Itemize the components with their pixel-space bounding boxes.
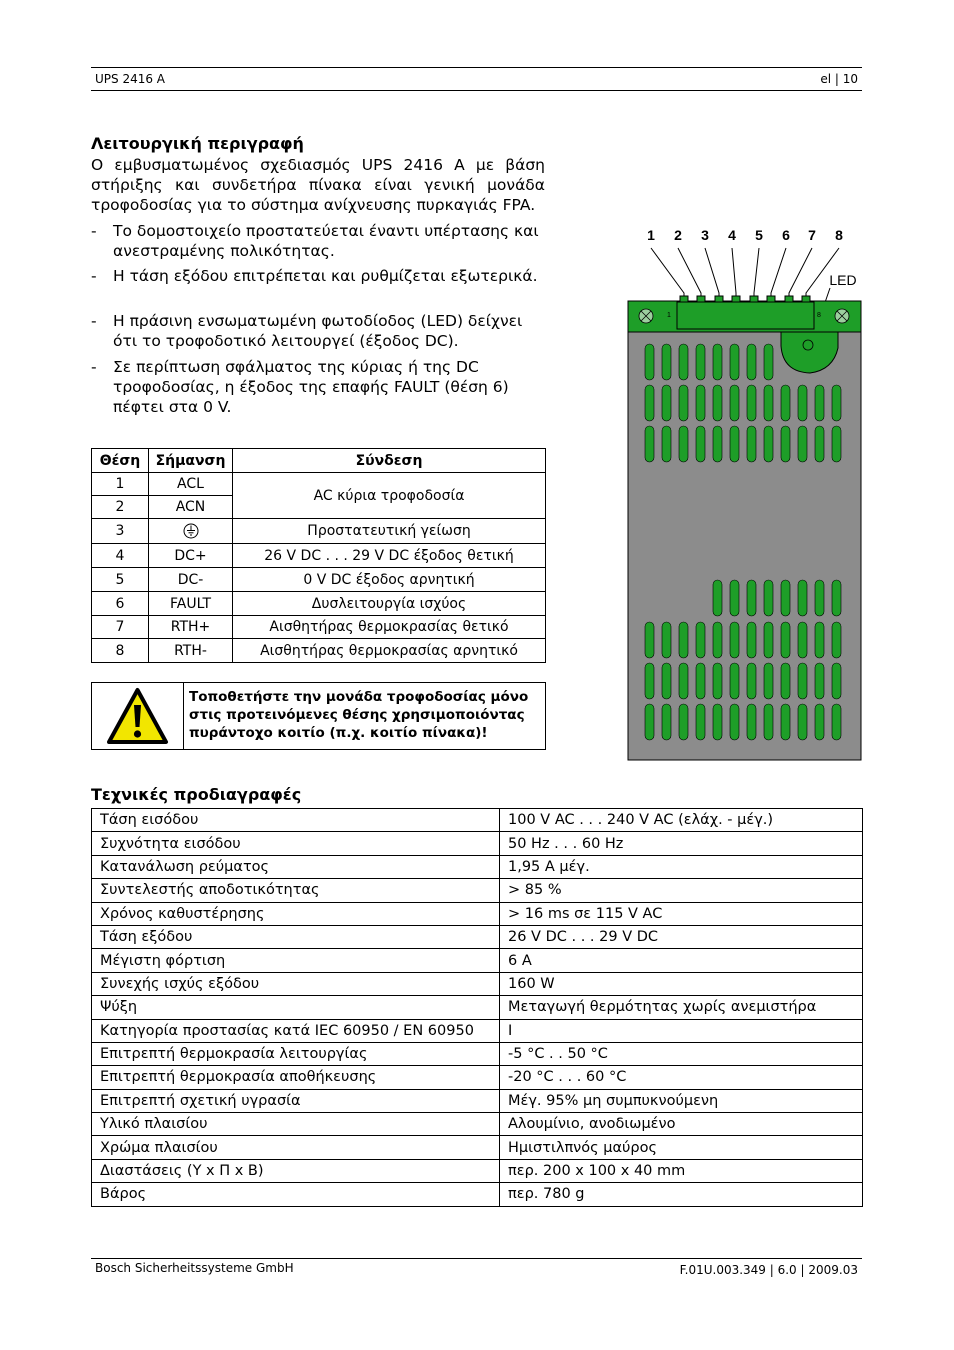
pin-pos: 8 [92, 639, 149, 663]
vent-slot [764, 580, 773, 616]
vent-slot [832, 426, 841, 462]
footer-doc-ref: F.01U.003.349 | 6.0 | 2009.03 [679, 1263, 858, 1277]
table-row [92, 1066, 863, 1089]
spec-key: Υλικό πλαισίου [92, 1113, 500, 1136]
vent-slot [781, 622, 790, 658]
vent-slot [645, 426, 654, 462]
pin-table-header: Σήμανση [149, 449, 233, 473]
table-row [92, 639, 546, 663]
vent-slot [815, 426, 824, 462]
spec-key: Κατανάλωση ρεύματος [92, 855, 500, 878]
spec-value: > 85 % [500, 879, 863, 902]
bullet-dash: - [91, 358, 97, 376]
spec-value: 1,95 A μέγ. [500, 855, 863, 878]
spec-key: Διαστάσεις (Υ x Π x Β) [92, 1159, 500, 1182]
footer-company: Bosch Sicherheitssysteme GmbH [95, 1261, 294, 1275]
pin-label: RTH- [149, 639, 233, 663]
terminal-label: 1 [667, 312, 671, 319]
pin-table-header: Θέση [92, 449, 149, 473]
vent-slot [713, 663, 722, 699]
diagram-pin-number: 3 [701, 227, 709, 243]
vent-slot [713, 704, 722, 740]
pin-label: DC- [149, 568, 233, 592]
table-row [92, 1042, 863, 1065]
vent-slot [679, 426, 688, 462]
spec-key: Χρόνος καθυστέρησης [92, 902, 500, 925]
table-row [92, 809, 863, 832]
vent-slot [798, 385, 807, 421]
pin-label: RTH+ [149, 616, 233, 639]
vent-slot [832, 704, 841, 740]
spec-value: > 16 ms σε 115 V AC [500, 902, 863, 925]
vent-slot [832, 622, 841, 658]
pin-label: ACL [149, 473, 233, 496]
vent-slot [662, 426, 671, 462]
vent-slot [781, 704, 790, 740]
vent-slot [747, 426, 756, 462]
vent-slot [730, 385, 739, 421]
vent-slot [645, 344, 654, 380]
vent-slot [815, 385, 824, 421]
vent-slot [764, 663, 773, 699]
vent-slot [713, 580, 722, 616]
spec-key: Τάση εξόδου [92, 925, 500, 948]
intro-paragraph: Ο εμβυσματωμένος σχεδιασμός UPS 2416 A με βάση στήριξης και συνδετήρα πίνακα είναι γενική μονάδα τροφοδοσίας για το σύστημα ανίχνευσης πυρκαγιάς FPA. [91, 156, 545, 214]
bullet-item [91, 221, 551, 261]
vent-slot [747, 704, 756, 740]
vent-slot [747, 580, 756, 616]
spec-key: Συχνότητα εισόδου [92, 832, 500, 855]
pin-pos: 7 [92, 616, 149, 639]
pin-pos: 4 [92, 544, 149, 568]
spec-value: Αλουμίνιο, ανοδιωμένο [500, 1113, 863, 1136]
spec-value: 50 Hz . . . 60 Hz [500, 832, 863, 855]
vent-slot [662, 344, 671, 380]
vent-slot [696, 344, 705, 380]
pin-pos: 3 [92, 519, 149, 544]
spec-key: Βάρος [92, 1183, 500, 1206]
spec-value: Μέγ. 95% μη συμπυκνούμενη [500, 1089, 863, 1112]
vent-slot [696, 704, 705, 740]
warning-icon-cell [92, 683, 184, 749]
vent-slot [662, 704, 671, 740]
spec-value: -20 °C . . . 60 °C [500, 1066, 863, 1089]
vent-slot [747, 344, 756, 380]
pin-connection: Προστατευτική γείωση [233, 519, 546, 544]
vent-slot [730, 426, 739, 462]
vent-slot [781, 580, 790, 616]
bullet-item [91, 311, 551, 351]
vent-slot [764, 385, 773, 421]
diagram-pin-number: 2 [674, 227, 682, 243]
table-row [92, 616, 546, 639]
vent-slot [662, 663, 671, 699]
table-row [92, 473, 546, 496]
vent-slot [798, 580, 807, 616]
header-page-number: el | 10 [820, 72, 858, 86]
pin-pos: 5 [92, 568, 149, 592]
warning-text: Τοποθετήστε την μονάδα τροφοδοσίας μόνο στις προτεινόμενες θέσης χρησιμοποιόντας πυράντοχο κοιτίο (π.χ. κοιτίο πίνακα)! [189, 689, 529, 741]
pin-connection: Αισθητήρας θερμοκρασίας θετικό [233, 616, 546, 639]
spec-key: Ψύξη [92, 996, 500, 1019]
spec-key: Τάση εισόδου [92, 809, 500, 832]
vent-slot [764, 344, 773, 380]
vent-slot [730, 580, 739, 616]
spec-value: 26 V DC . . . 29 V DC [500, 925, 863, 948]
table-row [92, 879, 863, 902]
vent-slot [679, 385, 688, 421]
table-row [92, 855, 863, 878]
ups-device-diagram [620, 220, 870, 765]
table-row [92, 1113, 863, 1136]
vent-slot [798, 622, 807, 658]
pin-label: FAULT [149, 592, 233, 616]
section-title-description: Λειτουργική περιγραφή [91, 134, 304, 153]
vent-slot [815, 622, 824, 658]
table-row [92, 568, 546, 592]
diagram-pin-number: 5 [755, 227, 763, 243]
vent-slot [747, 622, 756, 658]
spec-value: Μεταγωγή θερμότητας χωρίς ανεμιστήρα [500, 996, 863, 1019]
table-row [92, 544, 546, 568]
spec-value: περ. 780 g [500, 1183, 863, 1206]
header-bottom-rule [91, 90, 862, 91]
diagram-pin-number: 6 [782, 227, 790, 243]
table-row [92, 1136, 863, 1159]
vent-slot [764, 704, 773, 740]
bullet-text: Η τάση εξόδου επιτρέπεται και ρυθμίζεται εξωτερικά. [113, 267, 538, 285]
vent-slot [679, 704, 688, 740]
vent-slot [713, 385, 722, 421]
vent-slot [730, 622, 739, 658]
ground-symbol-icon [183, 523, 199, 539]
pin-connection: Αισθητήρας θερμοκρασίας αρνητικό [233, 639, 546, 663]
table-row [92, 519, 546, 544]
pin-assignment-table [91, 448, 546, 663]
spec-key: Επιτρεπτή θερμοκρασία λειτουργίας [92, 1042, 500, 1065]
vent-slot [662, 385, 671, 421]
table-row [92, 832, 863, 855]
vent-slot [832, 385, 841, 421]
table-row [92, 972, 863, 995]
bullet-text: Το δομοστοιχείο προστατεύεται έναντι υπέρτασης και ανεστραμένης πολικότητας. [113, 222, 539, 260]
section-title-specs: Τεχνικές προδιαγραφές [91, 785, 302, 804]
pin-pos: 6 [92, 592, 149, 616]
table-row [92, 1159, 863, 1182]
bullet-item [91, 266, 551, 286]
vent-slot [713, 622, 722, 658]
vent-slot [798, 704, 807, 740]
vent-slot [696, 385, 705, 421]
vent-slot [645, 385, 654, 421]
bullet-item [91, 357, 551, 417]
vent-slot [798, 663, 807, 699]
spec-value: περ. 200 x 100 x 40 mm [500, 1159, 863, 1182]
vent-slot [645, 663, 654, 699]
bullet-text: Σε περίπτωση σφάλματος της κύριας ή της DC τροφοδοσίας, η έξοδος της επαφής FAULT (θέση 6) πέφτει στα 0 V. [113, 358, 509, 416]
vent-slot [679, 663, 688, 699]
vent-slot [730, 663, 739, 699]
technical-specs-table [91, 808, 863, 1207]
vent-slot [696, 426, 705, 462]
diagram-pin-number: 4 [728, 227, 736, 243]
bullet-dash: - [91, 267, 97, 285]
pin-connection: 26 V DC . . . 29 V DC έξοδος θετική [233, 544, 546, 568]
table-row [92, 949, 863, 972]
pin-pos: 2 [92, 496, 149, 519]
spec-key: Επιτρεπτή σχετική υγρασία [92, 1089, 500, 1112]
pin-label-ground [149, 519, 233, 544]
table-row [92, 996, 863, 1019]
pin-label: ACN [149, 496, 233, 519]
vent-slot [764, 426, 773, 462]
header-doc-code: UPS 2416 A [95, 72, 166, 86]
table-row [92, 902, 863, 925]
pin-pos: 1 [92, 473, 149, 496]
spec-value: I [500, 1019, 863, 1042]
spec-key: Χρώμα πλαισίου [92, 1136, 500, 1159]
pin-label: DC+ [149, 544, 233, 568]
diagram-pin-number: 7 [808, 227, 816, 243]
bullet-dash: - [91, 222, 97, 240]
vent-slot [645, 622, 654, 658]
footer-rule [91, 1258, 862, 1259]
pin-table-header: Σύνδεση [233, 449, 546, 473]
terminal-label: 8 [817, 312, 821, 319]
spec-key: Μέγιστη φόρτιση [92, 949, 500, 972]
vent-slot [645, 704, 654, 740]
vent-slot [696, 622, 705, 658]
spec-key: Κατηγορία προστασίας κατά IEC 60950 / EN 60950 [92, 1019, 500, 1042]
table-row [92, 1089, 863, 1112]
spec-key: Συνεχής ισχύς εξόδου [92, 972, 500, 995]
vent-slot [781, 426, 790, 462]
pin-connection: AC κύρια τροφοδοσία [233, 473, 546, 519]
table-row [92, 925, 863, 948]
spec-value: Ημιστιλπνός μαύρος [500, 1136, 863, 1159]
table-row [92, 1019, 863, 1042]
table-row [92, 1183, 863, 1206]
warning-triangle-icon [92, 683, 183, 749]
vent-slot [798, 426, 807, 462]
vent-slot [730, 344, 739, 380]
vent-slot [662, 622, 671, 658]
vent-slot [815, 704, 824, 740]
vent-slot [781, 663, 790, 699]
vent-slot [713, 344, 722, 380]
spec-key: Επιτρεπτή θερμοκρασία αποθήκευσης [92, 1066, 500, 1089]
warning-box [91, 682, 546, 750]
vent-slot [815, 580, 824, 616]
bullet-dash: - [91, 312, 97, 330]
vent-slot [679, 344, 688, 380]
vent-slot [747, 385, 756, 421]
diagram-pin-number: 8 [835, 227, 843, 243]
vent-slot [747, 663, 756, 699]
table-row [92, 592, 546, 616]
vent-slot [679, 622, 688, 658]
vent-slot [730, 704, 739, 740]
pin-connection: Δυσλειτουργία ισχύος [233, 592, 546, 616]
spec-key: Συντελεστής αποδοτικότητας [92, 879, 500, 902]
spec-value: 6 A [500, 949, 863, 972]
vent-slot [832, 580, 841, 616]
spec-value: 100 V AC . . . 240 V AC (ελάχ. - μέγ.) [500, 809, 863, 832]
led-label: LED [829, 272, 857, 288]
bullet-text: Η πράσινη ενσωματωμένη φωτοδίοδος (LED) δείχνει ότι το τροφοδοτικό λειτουργεί (έξοδος DC). [113, 312, 523, 350]
vent-slot [832, 663, 841, 699]
vent-slot [696, 663, 705, 699]
diagram-pin-number: 1 [647, 227, 655, 243]
vent-slot [781, 385, 790, 421]
vent-slot [764, 622, 773, 658]
vent-slot [713, 426, 722, 462]
pin-connection: 0 V DC έξοδος αρνητική [233, 568, 546, 592]
header-top-rule [91, 67, 862, 68]
spec-value: -5 °C . . 50 °C [500, 1042, 863, 1065]
vent-slot [815, 663, 824, 699]
spec-value: 160 W [500, 972, 863, 995]
